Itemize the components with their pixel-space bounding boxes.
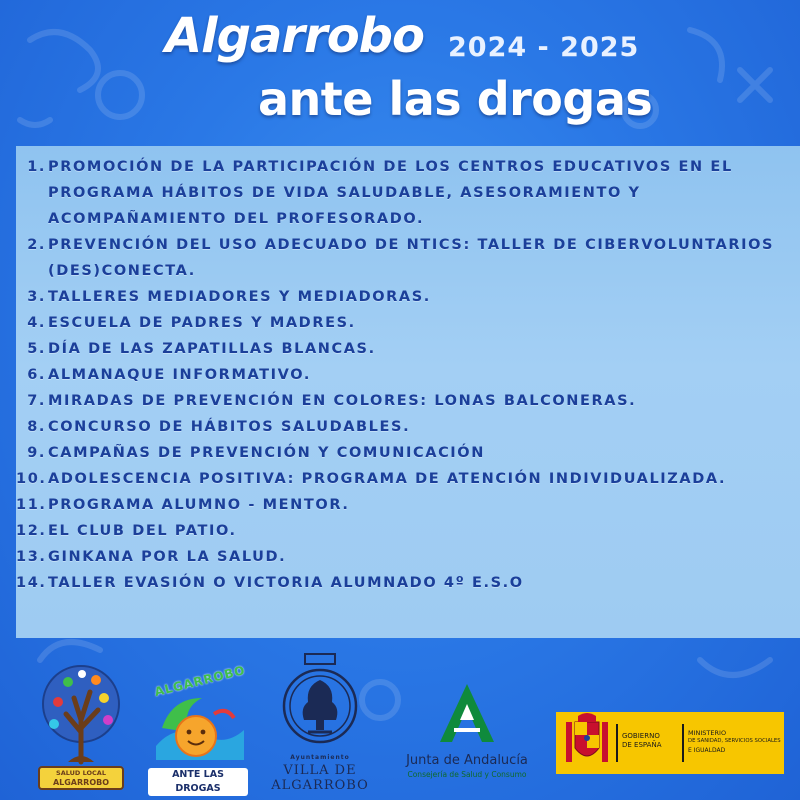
salud-local-line1: SALUD LOCAL	[56, 769, 106, 777]
salud-local-line2: ALGARROBO	[52, 778, 110, 787]
list-item	[16, 154, 800, 232]
list-item-text: PROGRAMA ALUMNO - MENTOR.	[48, 497, 350, 513]
list-item-text: MIRADAS DE PREVENCIÓN EN COLORES: LONAS BALCONERAS.	[48, 393, 637, 409]
villa-algarrobo-logo	[270, 652, 370, 792]
list-item-text: TALLER EVASIÓN O VICTORIA ALUMNADO 4º E.S.O	[48, 575, 524, 591]
list-item-number: 5.	[27, 341, 46, 357]
title-years: 2024 - 2025	[448, 32, 640, 63]
ministry-divider	[682, 724, 684, 762]
list-item-text: TALLERES MEDIADORES Y MEDIADORAS.	[48, 289, 431, 305]
villa-line1: VILLA DE	[283, 763, 357, 778]
list-item	[16, 440, 800, 466]
gobierno-line1: GOBIERNO	[622, 732, 660, 740]
list-item	[16, 570, 800, 596]
list-item	[16, 310, 800, 336]
list-item-text: CAMPAÑAS DE PREVENCIÓN Y COMUNICACIÓN	[48, 445, 485, 461]
list-item	[16, 388, 800, 414]
tree-icon	[38, 662, 124, 768]
gobierno-line2: DE ESPAÑA	[622, 741, 662, 749]
list-item-number: 14.	[16, 575, 47, 591]
footer-logos	[0, 640, 800, 800]
list-item-number: 12.	[16, 523, 47, 539]
salud-local-logo	[38, 662, 124, 790]
list-item-text: CONCURSO DE HÁBITOS SALUDABLES.	[48, 419, 411, 435]
list-item-number: 7.	[27, 393, 46, 409]
junta-andalucia-logo	[392, 680, 542, 780]
activities-list	[16, 146, 800, 638]
list-item-text: ALMANAQUE INFORMATIVO.	[48, 367, 311, 383]
list-item	[16, 492, 800, 518]
list-item-number: 9.	[27, 445, 46, 461]
list-item-text: DÍA DE LAS ZAPATILLAS BLANCAS.	[48, 341, 376, 357]
list-item-text: EL CLUB DEL PATIO.	[48, 523, 237, 539]
list-item-number: 2.	[27, 237, 46, 253]
list-item	[16, 336, 800, 362]
ministry-line1: MINISTERIO	[688, 729, 727, 737]
list-item	[16, 544, 800, 570]
list-item	[16, 232, 800, 284]
list-item-text: GINKANA POR LA SALUD.	[48, 549, 287, 565]
list-item	[16, 414, 800, 440]
seal-icon	[270, 652, 370, 748]
junta-a-icon	[392, 680, 542, 746]
campaign-bottom-text: ANTE LAS DROGAS	[148, 768, 248, 796]
list-item-number: 6.	[27, 367, 46, 383]
villa-line2: ALGARROBO	[271, 778, 369, 793]
list-item	[16, 466, 800, 492]
gobierno-espana-logo	[556, 712, 784, 774]
page-title-line1: Algarrobo	[165, 8, 425, 64]
list-item-number: 1.	[27, 159, 46, 175]
coat-of-arms-icon	[560, 712, 614, 774]
list-item-text: PROMOCIÓN DE LA PARTICIPACIÓN DE LOS CENTROS EDUCATIVOS EN EL PROGRAMA HÁBITOS DE VIDA SALUDABLE, ASESORAMIENTO Y ACOMPAÑAMIENTO DEL PROFESORADO.	[48, 159, 733, 227]
list-item	[16, 518, 800, 544]
list-item	[16, 362, 800, 388]
ministry-line3: E IGUALDAD	[688, 747, 726, 754]
junta-sub: Consejería de Salud y Consumo	[407, 770, 527, 779]
header	[0, 0, 800, 140]
junta-name: Junta de Andalucía	[406, 753, 528, 768]
list-item-number: 11.	[16, 497, 47, 513]
list-item-text: ADOLESCENCIA POSITIVA: PROGRAMA DE ATENCIÓN INDIVIDUALIZADA.	[48, 471, 727, 487]
list-item-number: 13.	[16, 549, 47, 565]
list-item-number: 4.	[27, 315, 46, 331]
villa-small-text: Ayuntamiento	[290, 754, 350, 761]
list-item	[16, 284, 800, 310]
list-item-number: 8.	[27, 419, 46, 435]
gobierno-divider	[616, 724, 618, 762]
campaign-logo	[148, 662, 248, 794]
page-title-line2: ante las drogas	[258, 72, 653, 126]
list-item-text: PREVENCIÓN DEL USO ADECUADO DE NTICS: TALLER DE CIBERVOLUNTARIOS (DES)CONECTA.	[48, 237, 775, 279]
list-item-text: ESCUELA DE PADRES Y MADRES.	[48, 315, 356, 331]
ministry-line2: DE SANIDAD, SERVICIOS SOCIALES	[688, 738, 781, 744]
salud-local-banner	[38, 766, 124, 790]
campaign-arc-text: ALGARROBO	[153, 662, 247, 700]
list-item-number: 3.	[27, 289, 46, 305]
list-item-number: 10.	[16, 471, 47, 487]
